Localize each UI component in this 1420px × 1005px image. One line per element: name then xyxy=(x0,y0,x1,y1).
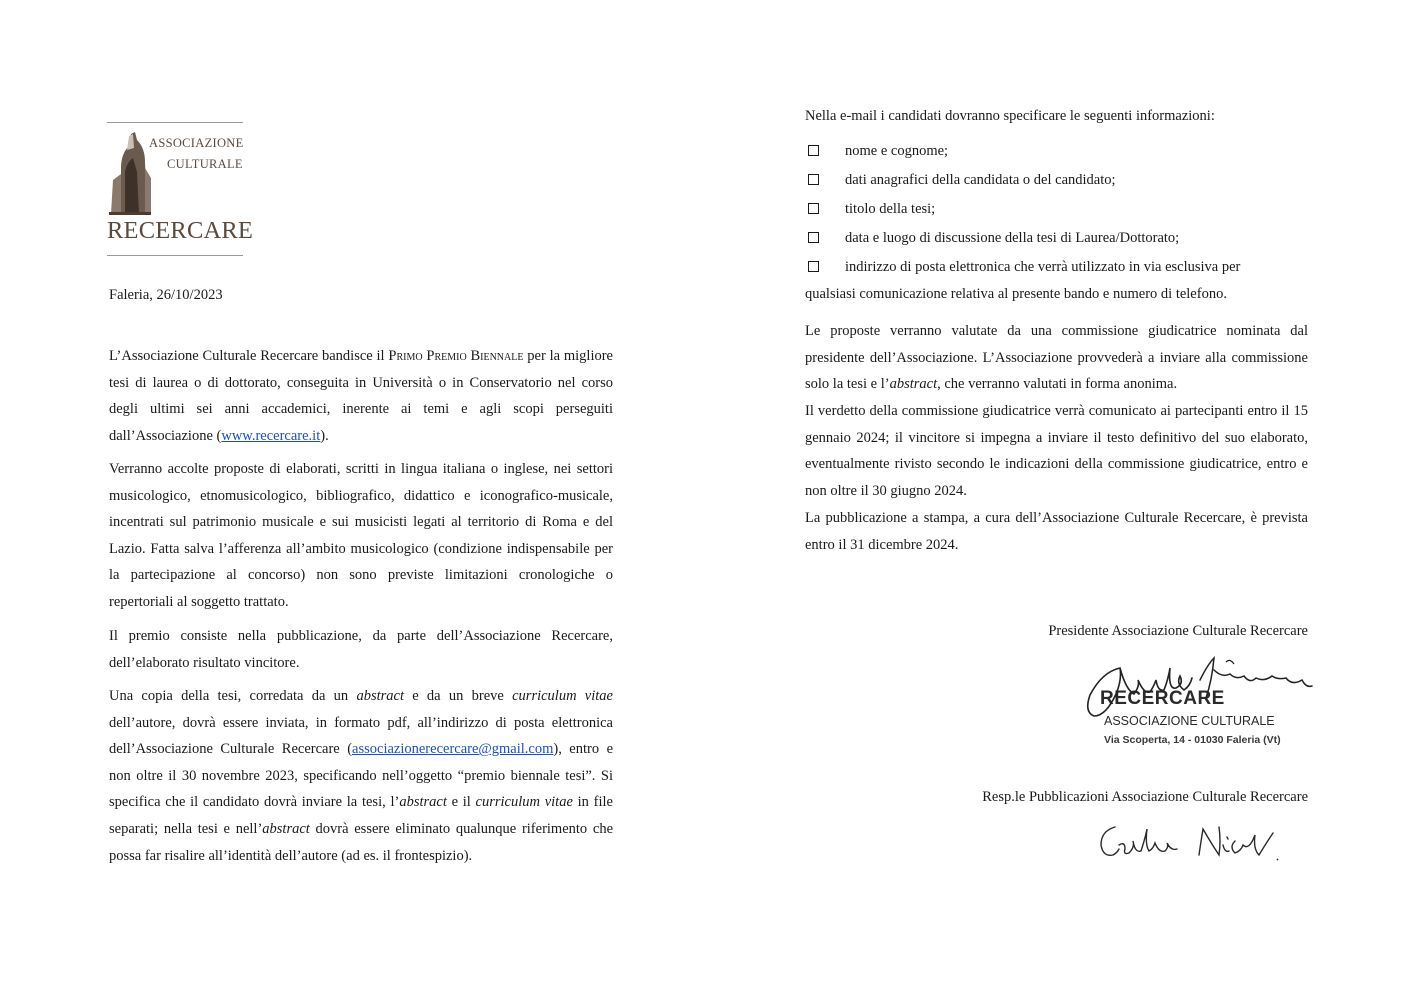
checkbox-icon xyxy=(808,174,819,185)
checkbox-icon xyxy=(808,261,819,272)
checklist-item-continuation: qualsiasi comunicazione relativa al presente bando e numero di telefono. xyxy=(805,286,1227,302)
publications-manager-signature xyxy=(1095,815,1285,870)
stamp-address: Via Scoperta, 14 - 01030 Faleria (Vt) xyxy=(1104,734,1281,746)
text-italic: abstract xyxy=(399,794,447,811)
checklist-item-label: indirizzo di posta elettronica che verrà utilizzato in via esclusiva per xyxy=(845,259,1241,275)
text: Le proposte verranno valutate da una commissione giudicatrice nominata dal presidente dell’Associazione. L’Associazione provvederà a inviare alla commissione solo la tesi e l’ xyxy=(805,323,1308,393)
text: ). xyxy=(320,427,329,444)
checklist-item-label: nome e cognome; xyxy=(845,143,949,159)
text-italic: abstract xyxy=(889,376,938,393)
text-italic: curriculum vitae xyxy=(512,688,613,704)
paragraph-submission xyxy=(109,683,613,869)
logo-rule-top xyxy=(107,122,243,123)
text: per la migliore tesi di laurea o di dottorato, conseguita in Università o in Conservatorio nel corso degli ultimi sei anni accademici, inerente ai temi e agli scopi perseguiti dall’Associazione ( xyxy=(109,348,613,444)
text: , che verranno valutati in forma anonima. xyxy=(937,376,1178,393)
website-link[interactable]: www.recercare.it xyxy=(221,427,321,444)
checkbox-icon xyxy=(808,145,819,156)
text: dovrà essere eliminato qualunque riferimento che possa far risalire all’identità dell’autore (ad es. il frontespizio). xyxy=(109,820,614,864)
checklist-item-label: titolo della tesi; xyxy=(845,201,936,217)
text: e da un breve xyxy=(403,688,513,704)
association-stamp xyxy=(1080,650,1320,760)
email-link[interactable]: associazionerecercare@gmail.com xyxy=(352,741,554,758)
paragraph-verdict: Il verdetto della commissione giudicatrice verrà comunicato ai partecipanti entro il 15 gennaio 2024; il vincitore si impegna a inviare il testo definitivo del suo elaborato, eventualmente rivisto secondo le indicazioni della commissione giudicatrice, entro e non oltre il 30 giugno 2024. xyxy=(805,403,1308,499)
right-page xyxy=(710,0,1420,1005)
text: e il xyxy=(446,794,476,811)
president-signature xyxy=(1080,650,1320,760)
letter-date: Faleria, 26/10/2023 xyxy=(109,287,223,303)
text: in file separati; nella tesi e nell’ xyxy=(109,794,613,837)
checklist-item-label: data e luogo di discussione della tesi di Laurea/Dottorato; xyxy=(845,230,1180,246)
text: Una copia della tesi, corredata da un xyxy=(109,688,357,704)
text-italic: curriculum vitae xyxy=(475,794,573,811)
paragraph-evaluation xyxy=(805,318,1308,398)
text: L’Associazione Culturale Recercare bandisce il xyxy=(109,348,389,364)
paragraph-eligibility: Verranno accolte proposte di elaborati, scritti in lingua italiana o inglese, nei settori musicologico, etnomusicologico, bibliografico, didattico e iconografico-musicale, incentrati sul patrimonio musicale e sui musicisti legati al territorio di Roma e del Lazio. Fatta salva l’afferenza all’ambito musicologico (condizione indispensabile per la partecipazione al concorso) non sono previste limitazioni cronologiche o repertoriali al soggetto trattato. xyxy=(109,461,613,610)
statue-icon xyxy=(107,128,153,216)
recercare-logo xyxy=(107,122,254,256)
checkbox-icon xyxy=(808,203,819,214)
logo-rule-bottom xyxy=(107,255,243,256)
checklist-item-label: dati anagrafici della candidata o del candidato; xyxy=(845,172,1116,188)
checklist-intro: Nella e-mail i candidati dovranno specificare le seguenti informazioni: xyxy=(805,108,1215,124)
stamp-name: RECERCARE xyxy=(1100,688,1225,709)
publications-manager-title: Resp.le Pubblicazioni Associazione Culturale Recercare xyxy=(982,789,1308,805)
text-italic: abstract xyxy=(356,688,404,704)
logo-line-associazione: ASSOCIAZIONE xyxy=(149,136,244,150)
stamp-subtitle: ASSOCIAZIONE CULTURALE xyxy=(1104,714,1275,728)
text: ), entro e non oltre il 30 novembre 2023, specificando nell’oggetto “premio biennale tesi”. Si specifica che il candidato dovrà inviare la tesi, l’ xyxy=(109,741,614,811)
paragraph-publication: La pubblicazione a stampa, a cura dell’Associazione Culturale Recercare, è prevista entro il 31 dicembre 2024. xyxy=(805,510,1308,553)
checkbox-icon xyxy=(808,232,819,243)
award-name: Primo Premio Biennale xyxy=(388,348,524,364)
paragraph-prize: Il premio consiste nella pubblicazione, da parte dell’Associazione Recercare, dell’elaborato risultato vincitore. xyxy=(109,628,613,671)
president-title: Presidente Associazione Culturale Recercare xyxy=(1048,623,1308,639)
text-italic: abstract xyxy=(262,820,310,837)
text: dell’autore, dovrà essere inviata, in formato pdf, all’indirizzo di posta elettronica dell’Associazione Culturale Recercare ( xyxy=(109,714,613,758)
logo-line-culturale: CULTURALE xyxy=(167,157,243,171)
logo-line-recercare: RECERCARE xyxy=(107,217,254,244)
paragraph-announcement xyxy=(109,343,613,449)
